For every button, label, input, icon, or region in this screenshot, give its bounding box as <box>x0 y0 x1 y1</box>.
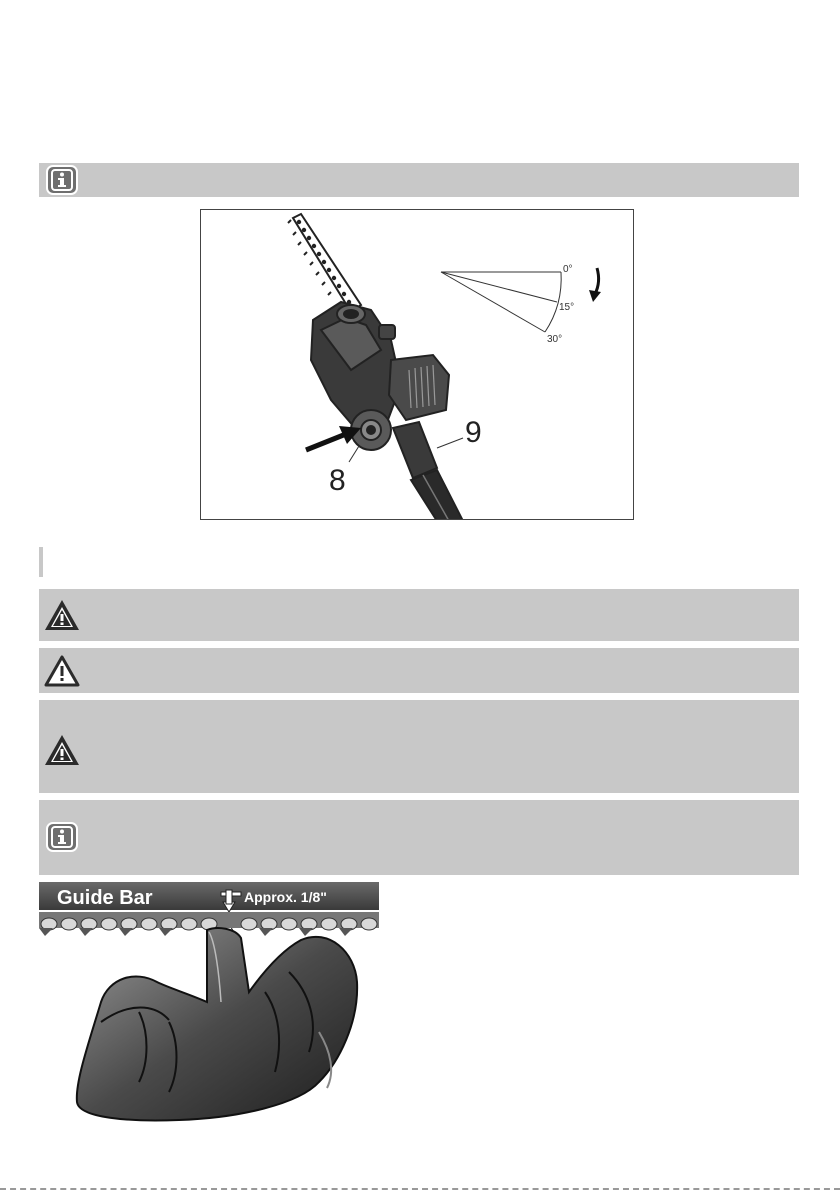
page-edge-rule <box>0 1188 840 1190</box>
guide-bar-label: Guide Bar <box>57 887 153 909</box>
chain-tension-figure <box>39 882 379 1127</box>
pole-saw-angle-figure <box>200 209 634 520</box>
caution-triangle-icon <box>44 655 80 687</box>
approx-label: Approx. 1/8" <box>244 889 327 905</box>
callout-8: 8 <box>329 464 346 497</box>
caution-banner <box>39 648 799 693</box>
callout-9: 9 <box>465 416 482 449</box>
angle-label-15: 15° <box>559 302 575 313</box>
info-icon <box>45 822 79 852</box>
chain-guide-bar <box>288 214 361 312</box>
rotation-arrow-icon <box>589 268 601 302</box>
warning-banner-1 <box>39 589 799 641</box>
hand-pulling-chain <box>77 928 357 1120</box>
angle-label-30: 30° <box>547 334 563 345</box>
section-marker <box>39 547 43 577</box>
warning-triangle-icon <box>44 599 80 631</box>
warning-banner-2 <box>39 700 799 793</box>
angle-label-0: 0° <box>563 264 573 275</box>
info-banner-bottom <box>39 800 799 875</box>
warning-triangle-icon <box>44 734 80 766</box>
info-icon <box>45 165 79 195</box>
angle-diagram <box>441 272 561 332</box>
info-banner-top <box>39 163 799 197</box>
